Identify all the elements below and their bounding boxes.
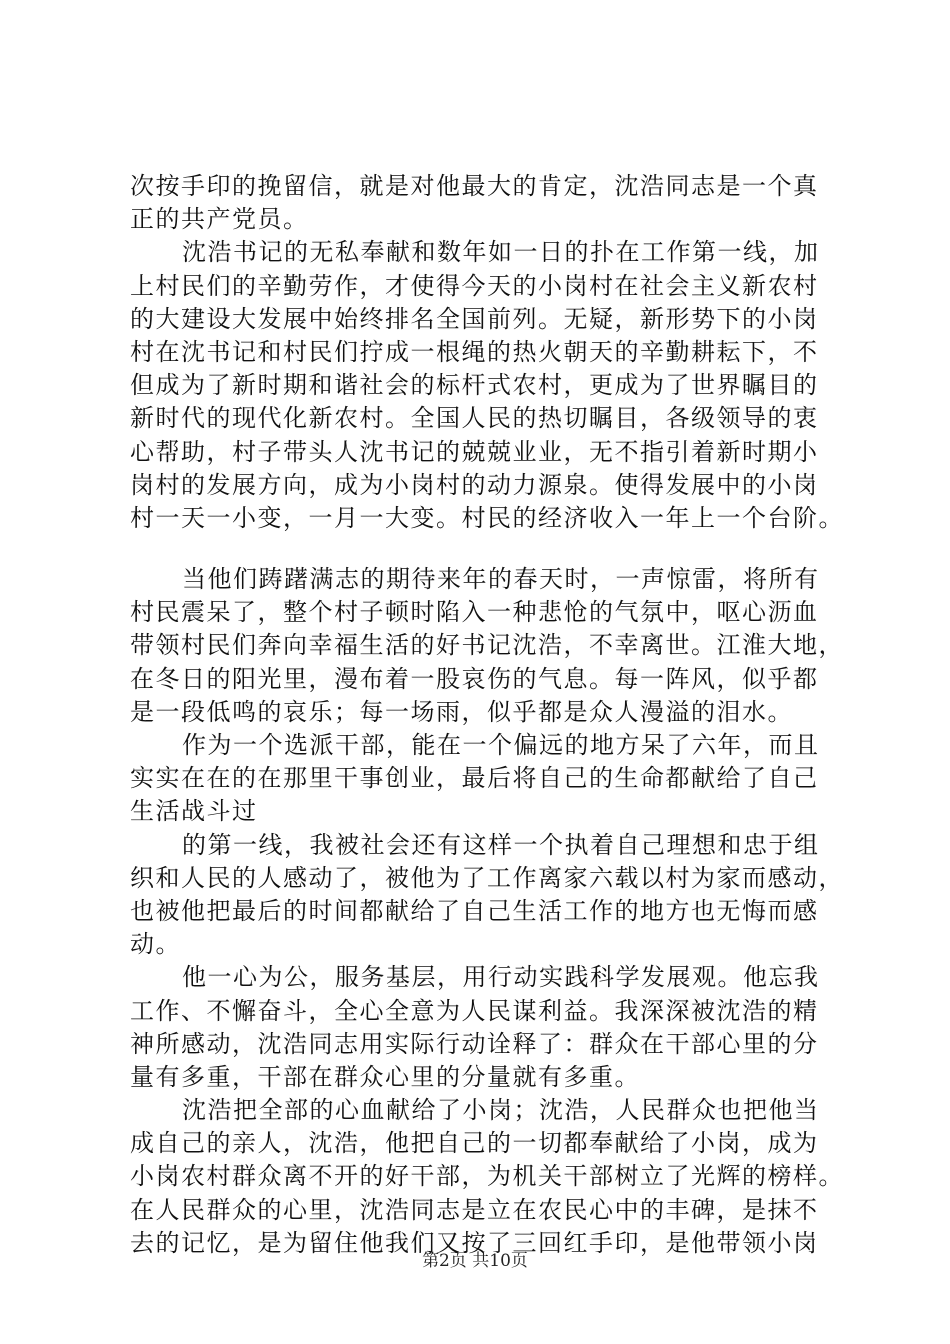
text-line: 去的记忆，是为留住他我们又按了三回红手印，是他带领小岗: [130, 1228, 819, 1257]
text-line: 村在沈书记和村民们拧成一根绳的热火朝天的辛勤耕耘下，不: [130, 337, 819, 366]
text-line: 在冬日的阳光里，漫布着一股哀伤的气息。每一阵风，似乎都: [130, 664, 819, 693]
text-line: 他一心为公，服务基层，用行动实践科学发展观。他忘我: [182, 963, 820, 992]
text-line: 织和人民的人感动了，被他为了工作离家六载以村为家而感动，: [130, 863, 844, 892]
text-line: 动。: [130, 930, 181, 959]
text-line: 沈浩书记的无私奉献和数年如一日的扑在工作第一线，加: [182, 238, 820, 267]
text-line: 生活战斗过: [130, 797, 258, 826]
text-line: 作为一个选派干部，能在一个偏远的地方呆了六年，而且: [182, 731, 820, 759]
text-line: 神所感动，沈浩同志用实际行动诠释了：群众在干部心里的分: [130, 1029, 819, 1058]
paragraph: [130, 729, 830, 829]
text-line: 村一天一小变，一月一大变。村民的经济收入一年上一个台阶。: [130, 503, 844, 532]
text-line: 成自己的亲人，沈浩，他把自己的一切都奉献给了小岗，成为: [130, 1129, 819, 1158]
paragraph: [130, 961, 830, 1094]
text-line: 的第一线，我被社会还有这样一个执着自己理想和忠于组: [182, 830, 820, 859]
text-line: 的大建设大发展中始终排名全国前列。无疑，新形势下的小岗: [130, 304, 819, 333]
paragraph: [130, 236, 844, 535]
text-line: 带领村民们奔向幸福生活的好书记沈浩，不幸离世。江淮大地，: [130, 631, 844, 660]
paragraph: [130, 563, 844, 729]
text-line: 新时代的现代化新农村。全国人民的热切瞩目，各级领导的衷: [130, 404, 819, 433]
text-line: 心帮助，村子带头人沈书记的兢兢业业，无不指引着新时期小: [130, 437, 819, 466]
paragraph: [130, 829, 844, 962]
text-line: 村民震呆了，整个村子顿时陷入一种悲怆的气氛中，呕心沥血: [130, 598, 819, 627]
text-line: 量有多重，干部在群众心里的分量就有多重。: [130, 1062, 640, 1091]
text-line: 但成为了新时期和谐社会的标杆式农村，更成为了世界瞩目的: [130, 371, 819, 400]
text-line: 工作、不懈奋斗，全心全意为人民谋利益。我深深被沈浩的精: [130, 996, 819, 1025]
text-line: 次按手印的挽留信，就是对他最大的肯定，沈浩同志是一个真: [130, 172, 819, 200]
text-line: 上村民们的辛勤劳作，才使得今天的小岗村在社会主义新农村: [130, 271, 819, 300]
paragraph: [130, 170, 830, 236]
paragraph: [130, 1094, 844, 1260]
text-line: 也被他把最后的时间都献给了自己生活工作的地方也无悔而感: [130, 896, 819, 925]
text-line: 当他们踌躇满志的期待来年的春天时，一声惊雷，将所有: [182, 565, 820, 594]
text-line: 在人民群众的心里，沈浩同志是立在农民心中的丰碑，是抹不: [130, 1195, 819, 1224]
page-footer: 第2页 共10页: [422, 1251, 528, 1271]
text-line: 正的共产党员。: [130, 205, 309, 234]
text-line: 小岗农村群众离不开的好干部，为机关干部树立了光辉的榜样。: [130, 1162, 844, 1191]
text-line: 岗村的发展方向，成为小岗村的动力源泉。使得发展中的小岗: [130, 470, 819, 499]
paragraph-gap: [130, 535, 830, 563]
text-line: 实实在在的在那里干事创业，最后将自己的生命都献给了自己: [130, 764, 819, 793]
text-line: 沈浩把全部的心血献给了小岗；沈浩，人民群众也把他当: [182, 1096, 820, 1125]
document-body: [130, 170, 844, 1260]
text-line: 是一段低鸣的哀乐；每一场雨，似乎都是众人漫溢的泪水。: [130, 697, 793, 726]
